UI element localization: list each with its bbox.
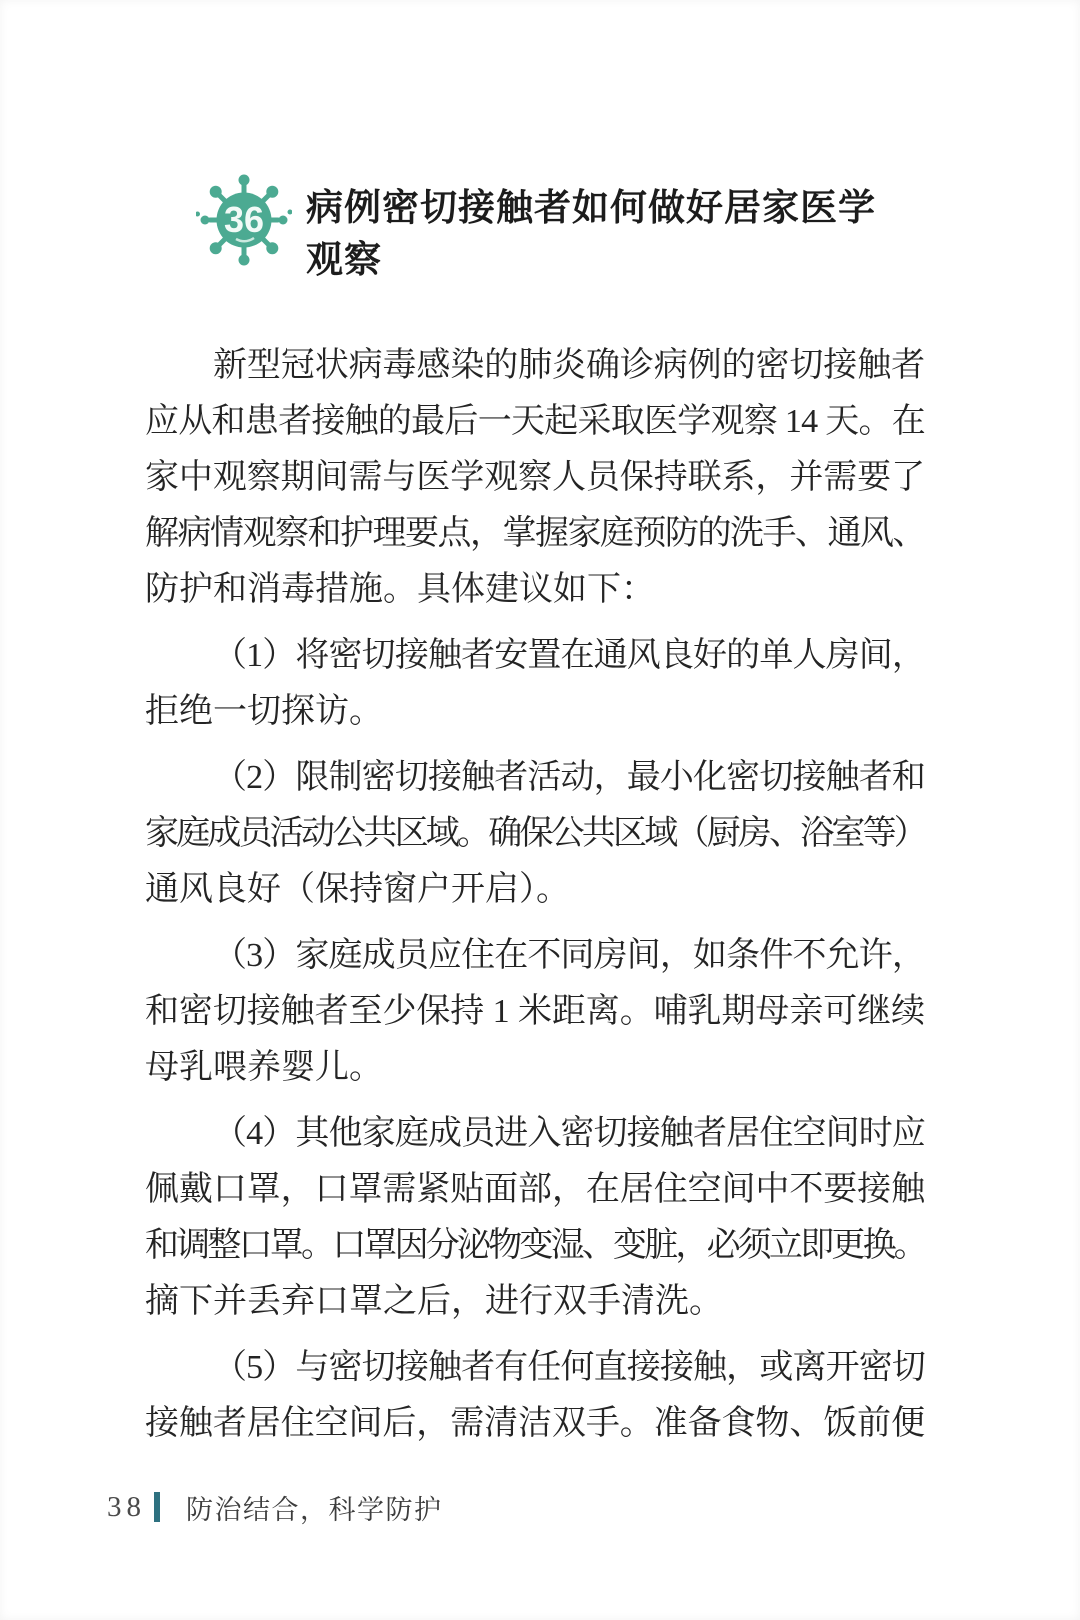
section-number: 36 — [223, 199, 265, 240]
text-line: 通风良好（保持窗户开启）。 — [145, 871, 570, 908]
text-line: （2）限制密切接触者活动，最小化密切接触者和 — [213, 759, 925, 796]
page-title: 病例密切接触者如何做好居家医学观察 — [306, 187, 876, 280]
paragraph — [145, 750, 925, 918]
page-footer — [107, 1484, 443, 1530]
text-line: （5）与密切接触者有任何直接接触，或离开密切 — [213, 1349, 925, 1386]
text-line: （3）家庭成员应住在不同房间，如条件不允许， — [213, 937, 925, 974]
text-line: 解病情观察和护理要点，掌握家庭预防的洗手、通风、 — [145, 515, 925, 552]
footer-divider-bar — [154, 1492, 160, 1522]
text-line: 佩戴口罩，口罩需紧贴面部，在居住空间中不要接触 — [145, 1171, 925, 1208]
footer-slogan: 防治结合，科学防护 — [186, 1494, 443, 1525]
text-line: （4）其他家庭成员进入密切接触者居住空间时应 — [213, 1115, 925, 1152]
text-line: 拒绝一切探访。 — [145, 693, 383, 730]
text-line: （1）将密切接触者安置在通风良好的单人房间， — [213, 637, 925, 674]
section-header — [196, 168, 882, 286]
body-text — [145, 338, 925, 1462]
text-line: 应从和患者接触的最后一天起采取医学观察 14 天。在 — [145, 403, 925, 440]
paragraph — [145, 1106, 925, 1330]
text-line: 家中观察期间需与医学观察人员保持联系，并需要了 — [145, 459, 925, 496]
virus-badge-icon — [196, 172, 292, 268]
paragraph — [145, 928, 925, 1096]
text-line: 和调整口罩。口罩因分泌物变湿、变脏，必须立即更换。 — [145, 1227, 925, 1264]
text-line: 摘下并丢弃口罩之后，进行双手清洗。 — [145, 1283, 723, 1320]
text-line: 新型冠状病毒感染的肺炎确诊病例的密切接触者 — [213, 347, 925, 384]
text-line: 接触者居住空间后，需清洁双手。准备食物、饭前便 — [145, 1405, 925, 1442]
text-line: 家庭成员活动公共区域。确保公共区域（厨房、浴室等） — [145, 815, 925, 852]
virus-icon — [196, 172, 292, 268]
text-line: 母乳喂养婴儿。 — [145, 1049, 383, 1086]
text-line: 和密切接触者至少保持 1 米距离。哺乳期母亲可继续 — [145, 993, 925, 1030]
paragraph — [145, 338, 925, 618]
text-line: 防护和消毒措施。具体建议如下： — [145, 571, 655, 608]
paragraph — [145, 1340, 925, 1452]
page-number: 38 — [107, 1490, 146, 1523]
paragraph — [145, 628, 925, 740]
